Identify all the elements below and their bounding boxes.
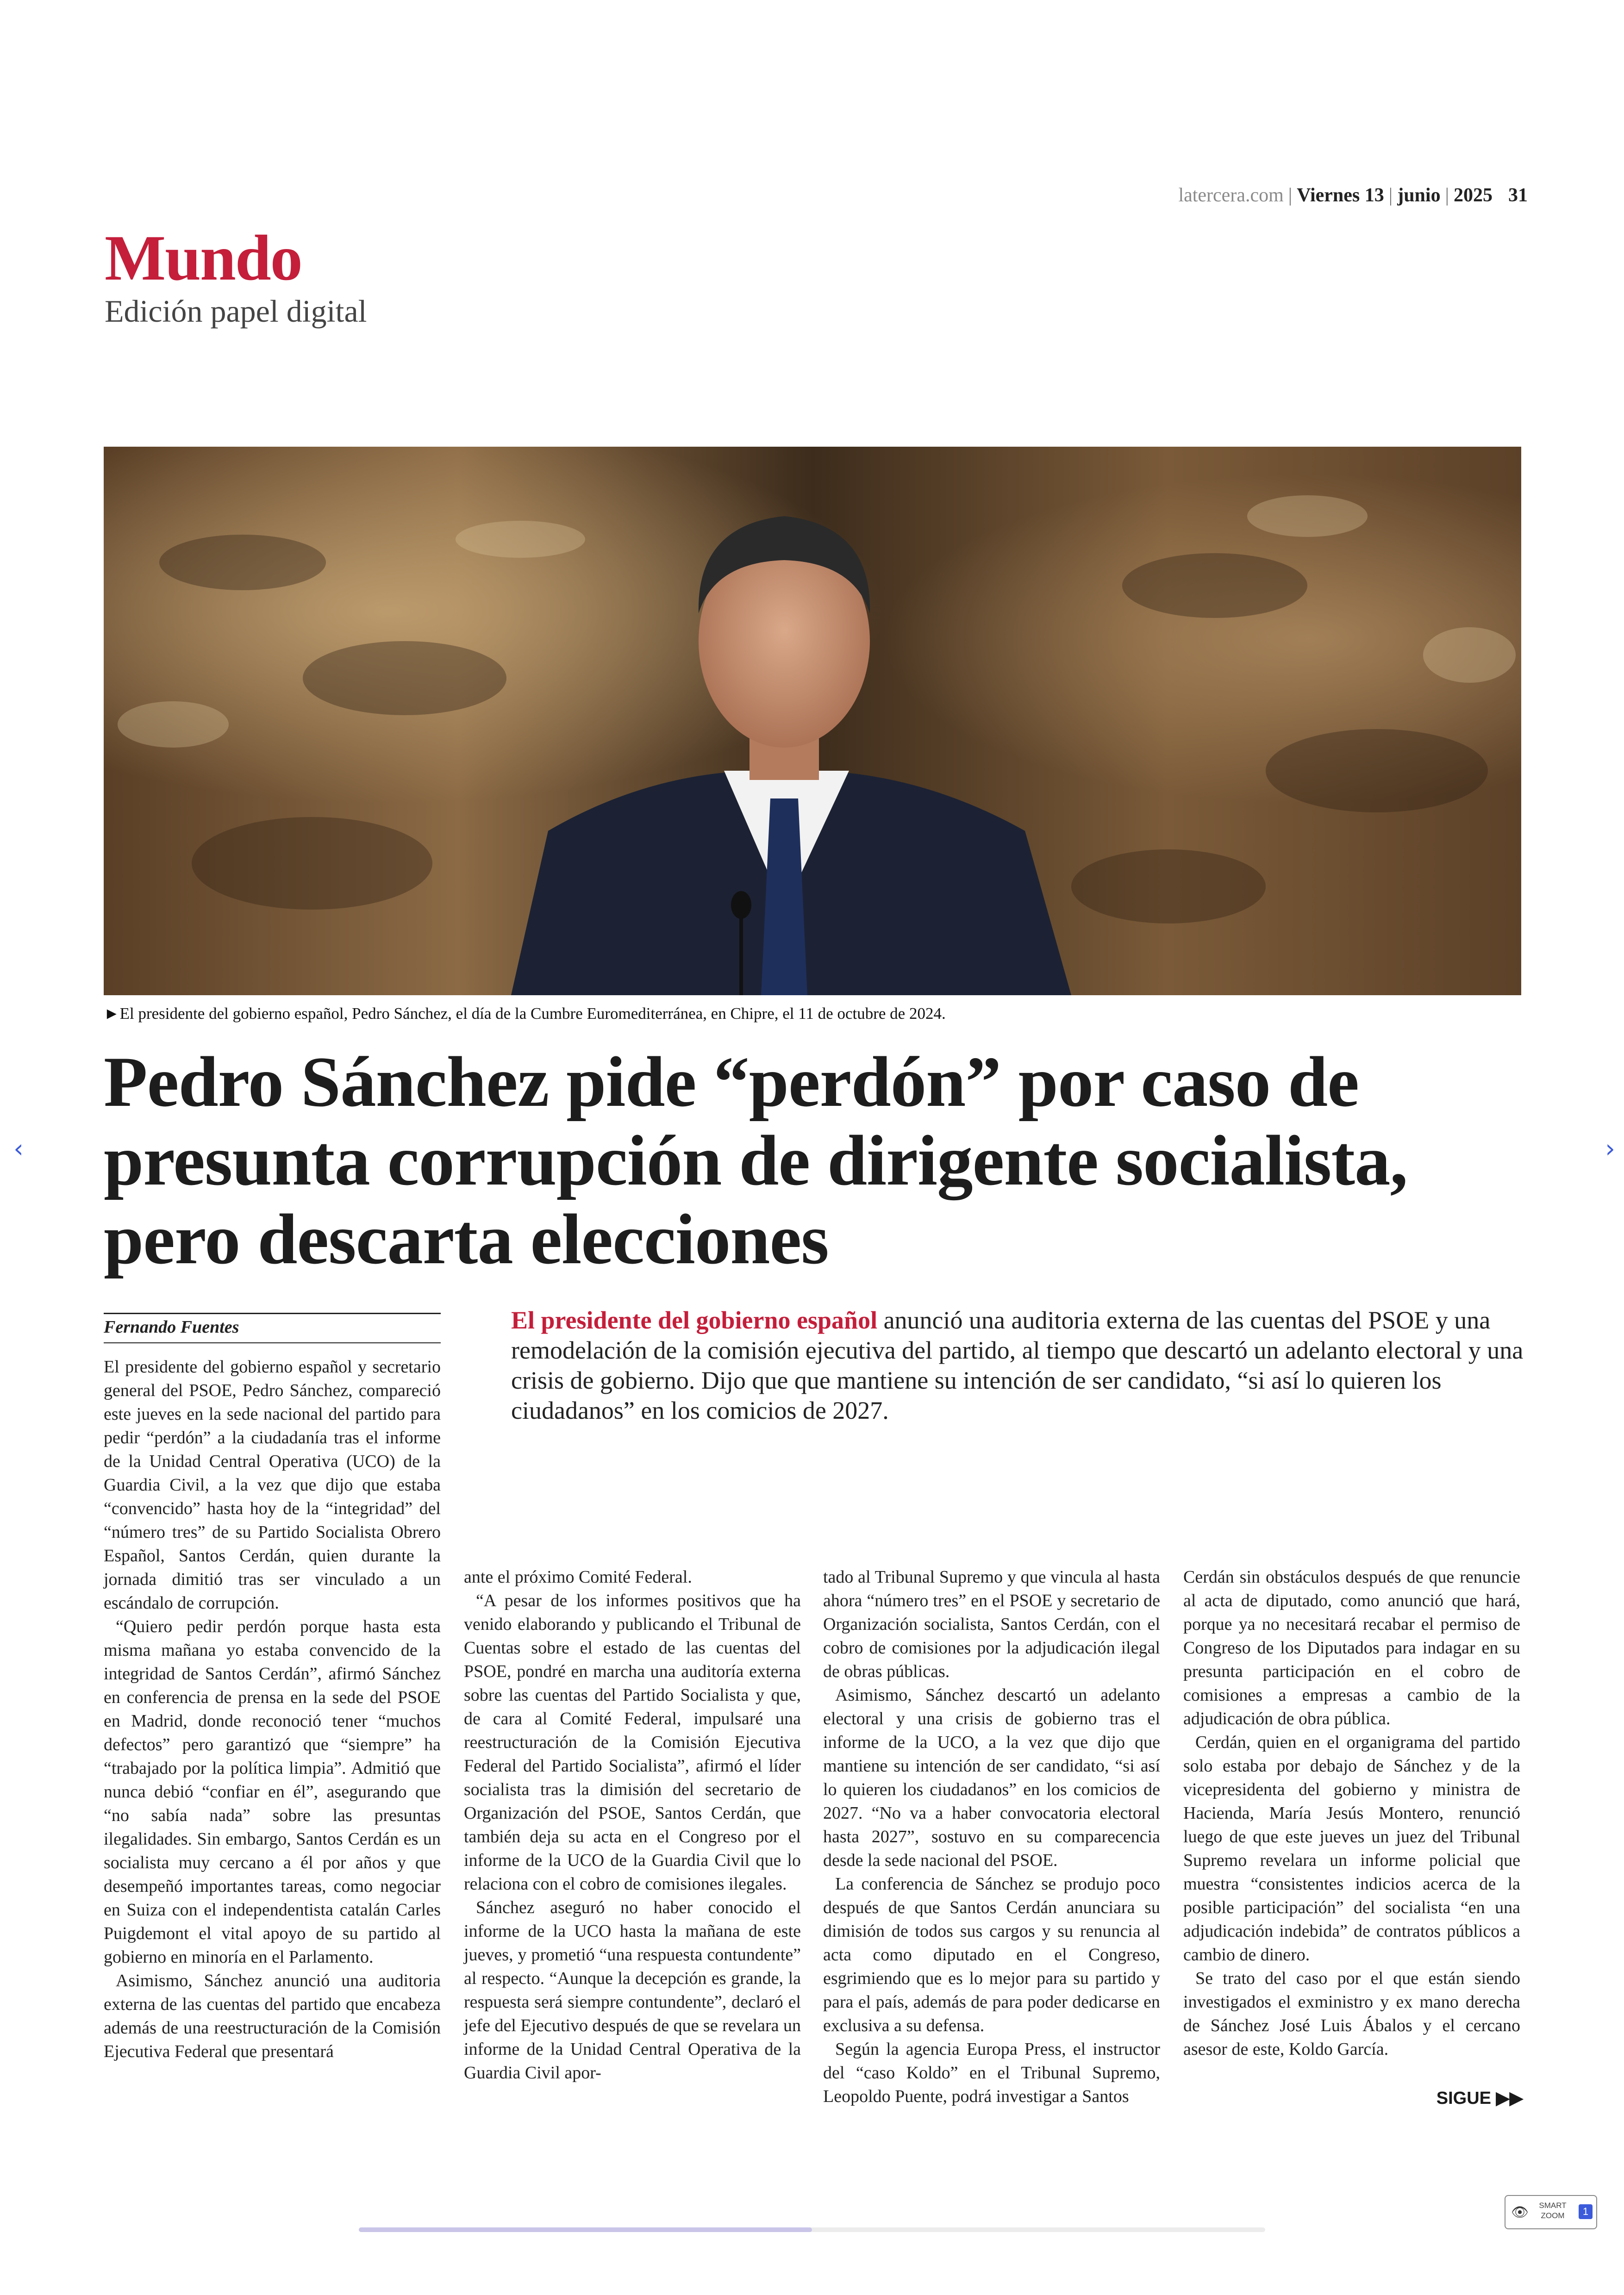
body-paragraph: “A pesar de los informes positivos que ha venido elaborando y publicando el Tribunal de Cuentas sobre el estado de las cuentas del PSOE, pondré en marcha una auditoría externa sobre las cuentas del Partido Socialista y que, de cara al Comité Federal, impulsaré una reestructuración de la Comisión Ejecutiva Federal del Partido Socialista”, afirmó el líder socialista tras la dimisión del secretario de Organización del PSOE, Santos Cerdán, que también deja su acta en el Congreso por el informe de la UCO de la Guardia Civil que lo relaciona con el cobro de comisiones ilegales.: [464, 1591, 801, 1894]
section-title: Mundo: [105, 222, 302, 294]
issue-weekday: Viernes 13: [1297, 185, 1384, 206]
body-paragraph: Cerdán, quien en el organigrama del partido solo estaba por debajo de Sánchez y de la vicepresidenta del gobierno y ministra de Hacienda, María Jesús Montero, renunció luego de que este jueves un juez del Tribunal Supremo revelara un informe policial que muestra “consistentes indicios acerca de la posible participación” del socialista “en una adjudicación indebida” de contratos públicos a cambio de dinero.: [1183, 1733, 1520, 1964]
body-column-3: [823, 1565, 1160, 2108]
body-paragraph: ante el próximo Comité Federal.: [464, 1567, 692, 1587]
body-column-4: [1183, 1565, 1520, 2061]
eye-icon: 👁: [1511, 2205, 1529, 2220]
page-progress-fill: [359, 2227, 812, 2232]
author-byline: Fernando Fuentes: [104, 1317, 239, 1337]
body-paragraph: Según la agencia Europa Press, el instructor del “caso Koldo” en el Tribunal Supremo, Leopoldo Puente, podrá investigar a Santos: [823, 2039, 1160, 2106]
body-paragraph: El presidente del gobierno español y secretario general del PSOE, Pedro Sánchez, compareció este jueves en la sede nacional del partido para pedir “perdón” a la ciudadanía tras el informe de la Unidad Central Operativa (UCO) de la Guardia Civil, a la vez que dijo que estaba “convencido” hasta hoy de la “integridad” del “número tres” de su Partido Socialista Obrero Español, Santos Cerdán, quien durante la jornada dimitió tras ser vinculado a un escándalo de corrupción.: [104, 1357, 441, 1613]
lead-text: anunció una auditoria externa de las cuentas del PSOE y una remodelación de la comisión ejecutiva del partido, al tiempo que descartó un adelanto electoral y una crisis de gobierno. Dijo que que mantiene su intención de ser candidato, “si así lo quieren los ciudadanos” en los comicios de 2027.: [511, 1306, 1524, 1424]
body-paragraph: La conferencia de Sánchez se produjo poco después de que Santos Cerdán anunciara su dimisión de todos sus cargos y su renuncia al acta como diputado en el Congreso, esgrimiendo que es lo mejor para su partido y para el país, además de para poder dedicarse en exclusiva a su defensa.: [823, 1874, 1160, 2035]
article-photo: [104, 447, 1521, 995]
separator: |: [1445, 185, 1449, 206]
body-paragraph: Asimismo, Sánchez descartó un adelanto electoral y una crisis de gobierno tras el informe de la UCO, a la vez que dijo que mantiene su intención de ser candidato, “si así lo quieren los ciudadanos” en los comicios de 2027. “No va a haber convocatoria electoral hasta 2027”, sostuvo en su comparecencia desde la sede nacional del PSOE.: [823, 1685, 1160, 1870]
separator: |: [1288, 185, 1293, 206]
article-lead: [511, 1305, 1530, 1426]
body-paragraph: Cerdán sin obstáculos después de que renuncie al acta de diputado, como anunció que hará, porque ya no necesitará recabar el permiso de Congreso de los Diputados para indagar en su presunta participación en el cobro de comisiones a empresas a cambio de la adjudicación de obra pública.: [1183, 1567, 1520, 1728]
photo-caption: ►El presidente del gobierno español, Pedro Sánchez, el día de la Cumbre Euromediterránea, en Chipre, el 11 de octubre de 2024.: [104, 1004, 946, 1023]
chevron-right-icon[interactable]: ›: [1605, 1134, 1615, 1163]
body-paragraph: tado al Tribunal Supremo y que vincula al hasta ahora “número tres” en el PSOE y secretario de Organización socialista, Santos Cerdán, con el cobro de comisiones por la adjudicación ilegal de obras públicas.: [823, 1567, 1160, 1681]
body-paragraph: Sánchez aseguró no haber conocido el informe de la UCO hasta la mañana de este jueves, y prometió “una respuesta contundente” al respecto. “Aunque la decepción es grande, la respuesta será siempre contundente”, declaró el jefe del Ejecutivo después de que se revelara un informe de la Unidad Central Operativa de la Guardia Civil apor-: [464, 1898, 801, 2083]
lead-highlight: El presidente del gobierno español: [511, 1306, 878, 1334]
byline-divider: [104, 1342, 441, 1343]
smart-zoom-button[interactable]: [1505, 2195, 1597, 2229]
body-paragraph: Asimismo, Sánchez anunció una auditoria externa de las cuentas del partido que encabeza además de una reestructuración de la Comisión Ejecutiva Federal que presentará: [104, 1971, 441, 2061]
body-column-2: [464, 1565, 801, 2085]
body-paragraph: Se trato del caso por el que están siendo investigados el exministro y ex mano derecha de Sánchez José Luis Ábalos y el cercano asesor de este, Koldo García.: [1183, 1969, 1520, 2059]
section-subtitle: Edición papel digital: [105, 293, 367, 329]
issue-month: junio: [1397, 185, 1441, 206]
smart-zoom-label: SMART ZOOM: [1539, 2201, 1567, 2220]
smart-zoom-badge: 1: [1579, 2204, 1593, 2219]
chevron-left-icon[interactable]: ‹: [13, 1134, 24, 1163]
site-name: latercera.com: [1178, 185, 1284, 206]
byline-divider: [104, 1313, 441, 1314]
article-headline: Pedro Sánchez pide “perdón” por caso de presunta corrupción de dirigente socialista, pero descarta elecciones: [104, 1042, 1408, 1279]
masthead: [1130, 184, 1528, 206]
body-paragraph: “Quiero pedir perdón porque hasta esta misma mañana yo estaba convencido de la integridad de Santos Cerdán”, afirmó Sánchez en conferencia de prensa en la sede del PSOE en Madrid, donde reconoció tener “muchos defectos” pero garantizó que “siempre” ha “trabajado por la política limpia”. Admitió que nunca debió “confiar en él”, asegurando que “no sabía nada” sobre las presuntas ilegalidades. Sin embargo, Santos Cerdán es un socialista muy cercano a él por años y que desempeñó importantes tareas, como negociar en Suiza con el independentista catalán Carles Puigdemont el vital apoyo de su partido al gobierno en minoría en el Parlamento.: [104, 1617, 441, 1967]
body-column-1: [104, 1355, 441, 2064]
page-number: 31: [1508, 185, 1528, 206]
continue-label: SIGUE ▶▶: [1436, 2089, 1523, 2108]
issue-year: 2025: [1454, 185, 1493, 206]
separator: |: [1388, 185, 1393, 206]
